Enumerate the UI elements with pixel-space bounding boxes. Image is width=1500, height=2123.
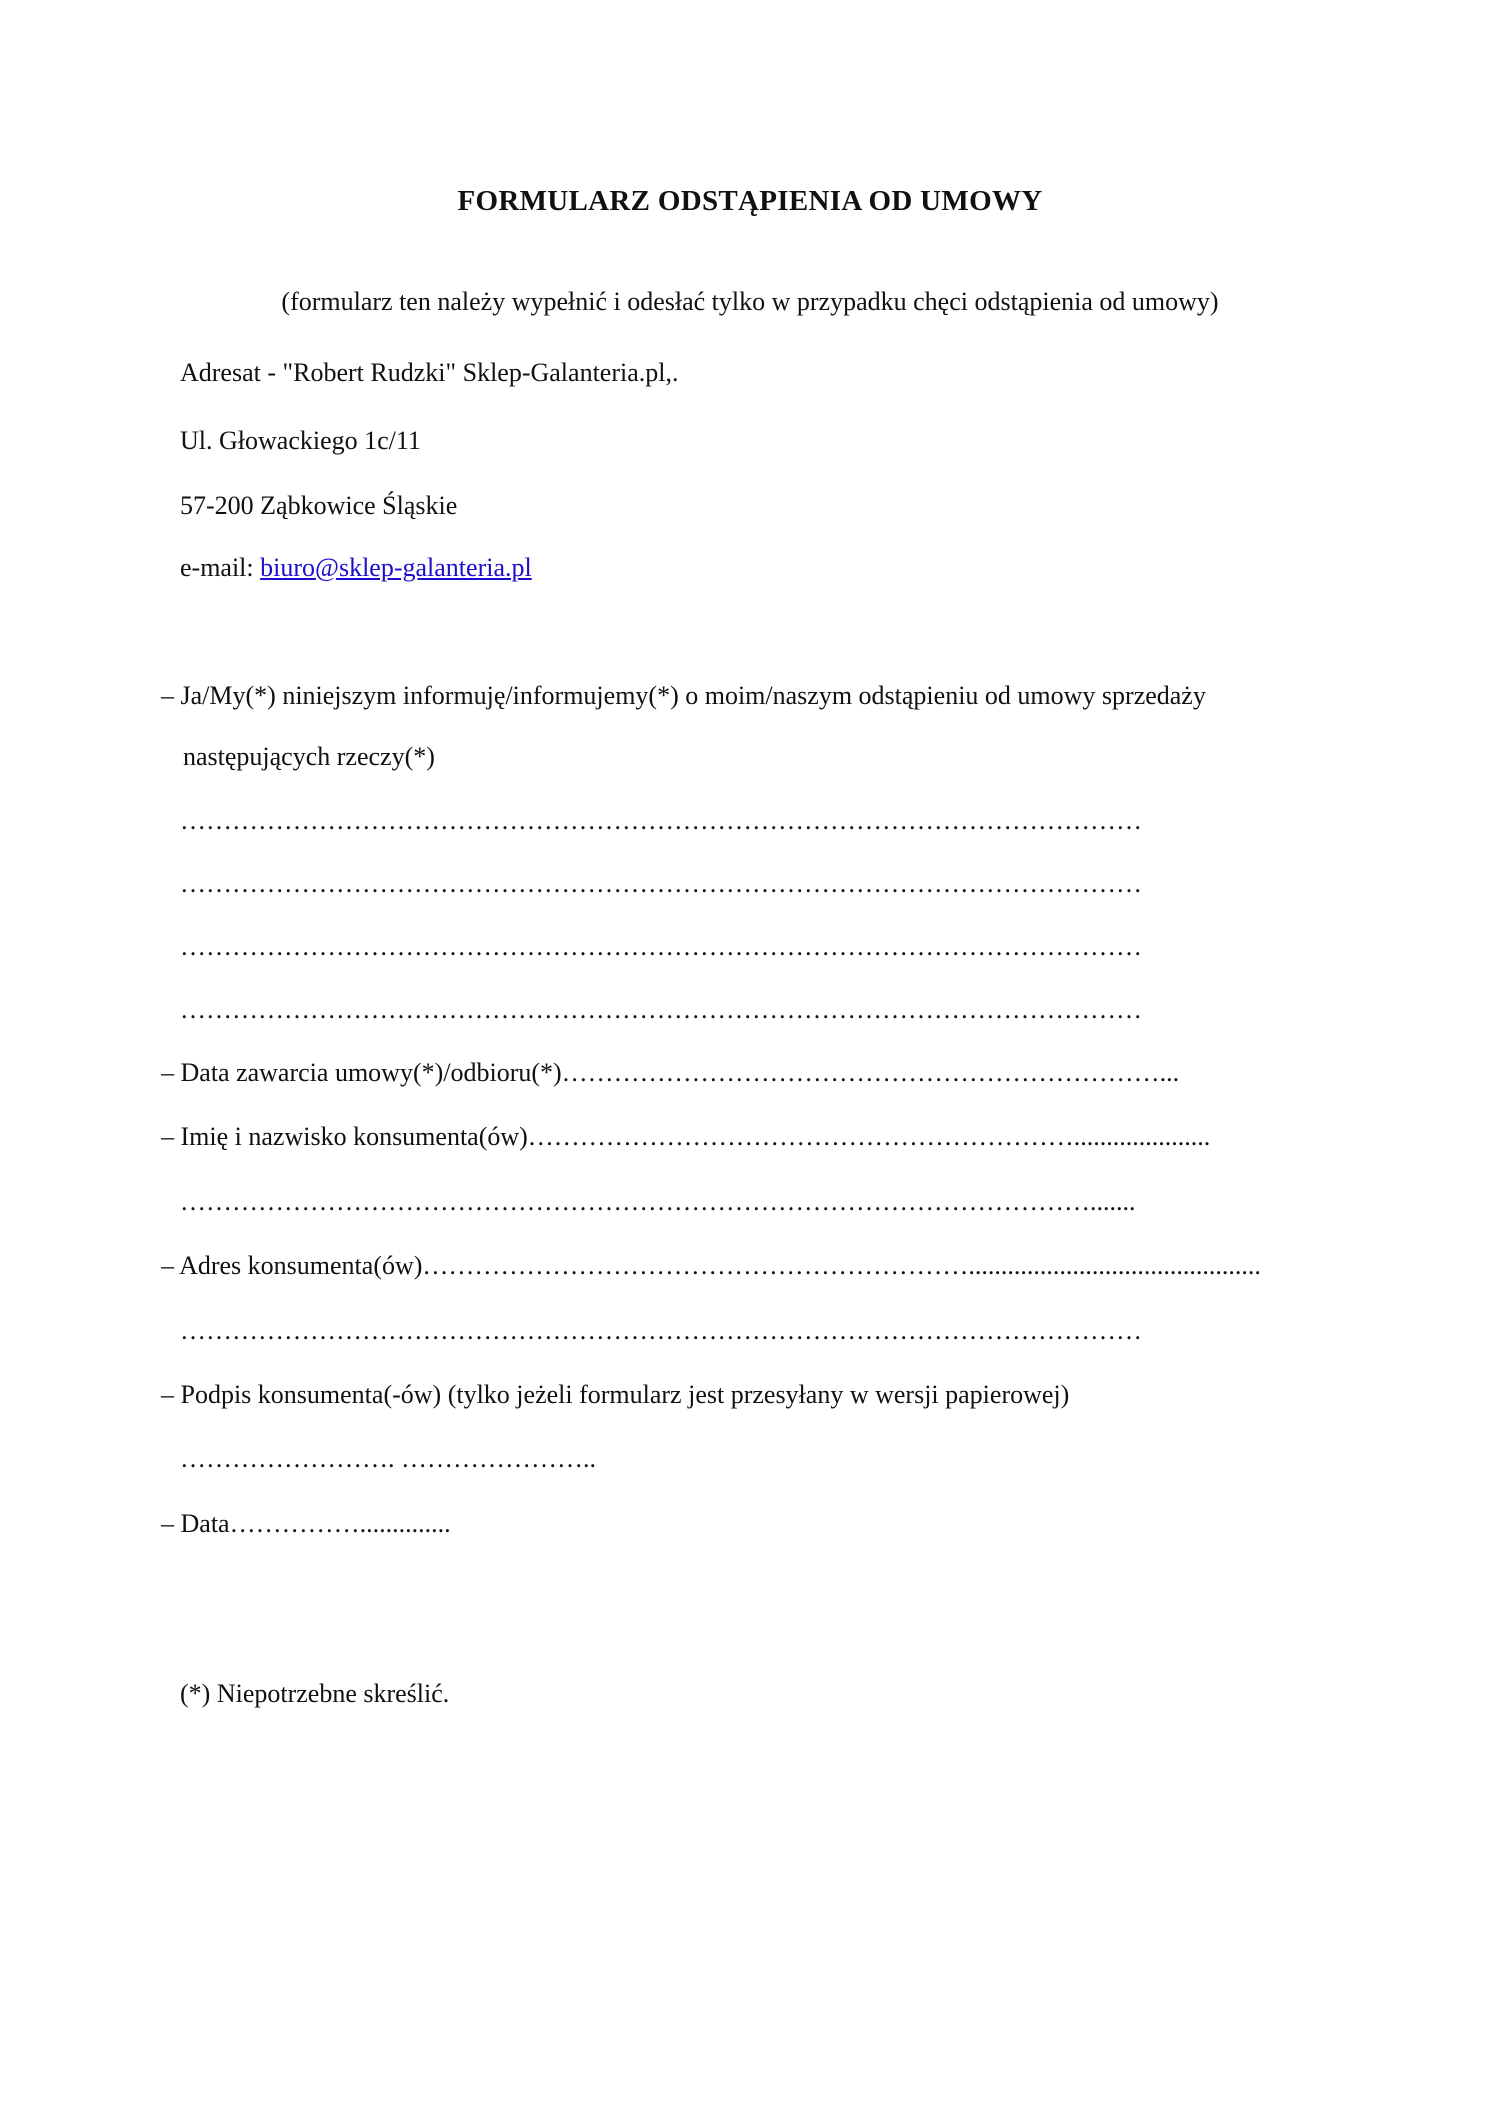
consumer-address-continuation[interactable]: ………………………………………………………………………………………………… bbox=[180, 1316, 1142, 1345]
date-field[interactable] bbox=[161, 1508, 451, 1540]
addressee-email-row bbox=[180, 552, 532, 584]
signature-line bbox=[161, 1379, 1069, 1411]
bullet-dash: – bbox=[161, 681, 174, 710]
consumer-name-continuation[interactable]: ……………………………………………………………………………………………....... bbox=[180, 1187, 1136, 1216]
items-dotted-line-2[interactable]: ………………………………………………………………………………………………… bbox=[180, 869, 1142, 898]
footnote: (*) Niepotrzebne skreślić. bbox=[180, 1679, 450, 1708]
bullet-dash: – bbox=[161, 1380, 174, 1409]
bullet-dash: – bbox=[161, 1122, 174, 1151]
contract-date-field[interactable] bbox=[161, 1057, 1326, 1089]
statement-line-1 bbox=[161, 680, 1206, 712]
date-label: Data…………….............. bbox=[180, 1509, 451, 1538]
statement-text: Ja/My(*) niniejszym informuję/informujemy(*) o moim/naszym odstąpieniu od umowy sprzedaży bbox=[180, 681, 1206, 710]
signature-label: Podpis konsumenta(-ów) (tylko jeżeli formularz jest przesyłany w wersji papierowej) bbox=[180, 1380, 1070, 1409]
addressee-line-3: 57-200 Ząbkowice Śląskie bbox=[180, 491, 458, 520]
consumer-address-label: Adres konsumenta(ów)………………………………………………………............................................. bbox=[179, 1251, 1261, 1280]
statement-line-2: następujących rzeczy(*) bbox=[183, 742, 435, 771]
email-label: e-mail: bbox=[180, 553, 261, 582]
page-subtitle: (formularz ten należy wypełnić i odesłać tylko w przypadku chęci odstąpienia od umowy) bbox=[281, 287, 1219, 316]
consumer-address-field[interactable] bbox=[161, 1250, 1326, 1282]
bullet-dash: – bbox=[161, 1509, 174, 1538]
page-title: FORMULARZ ODSTĄPIENIA OD UMOWY bbox=[457, 185, 1043, 217]
addressee-line-2: Ul. Głowackiego 1c/11 bbox=[180, 426, 421, 455]
signature-dots[interactable]: ……………………. ………………….. bbox=[180, 1444, 596, 1473]
contract-date-label: Data zawarcia umowy(*)/odbioru(*)……………………………………………………………... bbox=[180, 1058, 1180, 1087]
email-link[interactable]: biuro@sklep-galanteria.pl bbox=[260, 553, 532, 582]
bullet-dash: – bbox=[161, 1251, 174, 1280]
items-dotted-line-3[interactable]: ………………………………………………………………………………………………… bbox=[180, 932, 1142, 961]
items-dotted-line-1[interactable]: ………………………………………………………………………………………………… bbox=[180, 806, 1142, 835]
addressee-line-1: Adresat - "Robert Rudzki" Sklep-Galanteria.pl,. bbox=[180, 358, 679, 387]
consumer-name-field[interactable] bbox=[161, 1121, 1326, 1153]
items-dotted-line-4[interactable]: ………………………………………………………………………………………………… bbox=[180, 995, 1142, 1024]
bullet-dash: – bbox=[161, 1058, 174, 1087]
consumer-name-label: Imię i nazwisko konsumenta(ów)………………………………………………………..................... bbox=[180, 1122, 1211, 1151]
